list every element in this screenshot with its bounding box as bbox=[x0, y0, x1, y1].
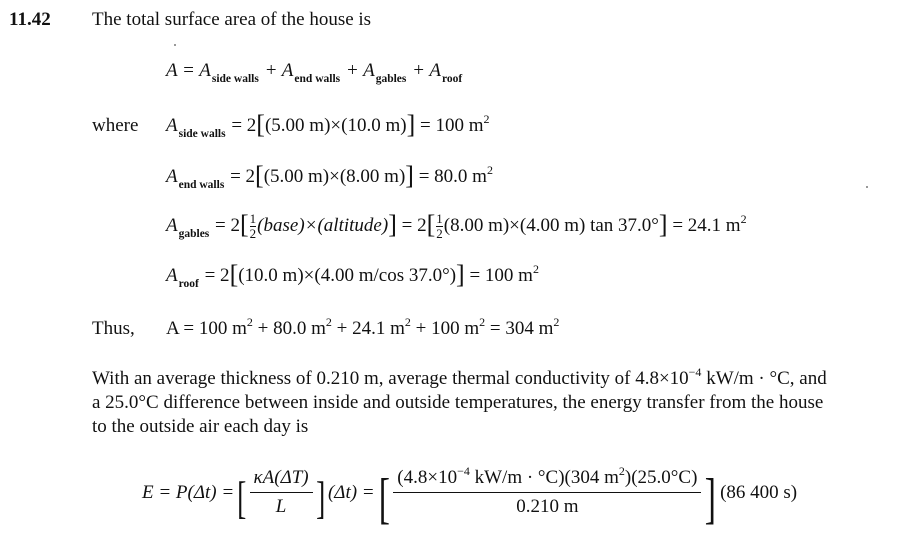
paragraph-line-3: to the outside air each day is bbox=[92, 416, 309, 437]
equation-roof: $A_{roof} = 2[(10.0$ m)×(4.00 m/cos 37.0°)] = 100 $m^2$ bbox=[166, 260, 539, 290]
scan-speck bbox=[866, 186, 868, 188]
equation-side-walls: $A_{side walls} = 2[(5.00$ m)×(10.0 m)] = 100 $m^2$ bbox=[166, 110, 490, 140]
paragraph-line-1: With an average thickness of 0.210 m, average thermal conductivity of $4.8\times 10^{-4}$ kW/m · °C, and bbox=[92, 364, 827, 389]
thus-label: Thus, bbox=[92, 318, 135, 339]
scan-speck bbox=[174, 44, 176, 46]
energy-value-fraction: ($4.8\times 10^{-4}$ kW/m · °C)(304 $m^2)(25.0^\circ C)$ 0.210 m bbox=[393, 467, 701, 518]
half-fraction: $\frac{1}{2}$ bbox=[436, 211, 443, 241]
equation-total-area: $A = A_{side walls} + A_{end walls} + A_{gables} + A_{roof}$ bbox=[166, 60, 463, 85]
intro-text: The total surface area of the house is bbox=[92, 9, 372, 30]
problem-number: 11.42 bbox=[9, 9, 51, 30]
energy-conduction-fraction: κA(ΔT) L bbox=[250, 467, 313, 518]
paragraph-line-2: a 25.0°C difference between inside and outside temperatures, the energy transfer from the house bbox=[92, 392, 824, 413]
equation-end-walls: $A_{end walls} = 2[(5.00$ m)×(8.00 m)] = 80.0 $m^2$ bbox=[166, 161, 493, 191]
equation-gables: $A_{gables} = 2$[ $\frac{1}{2}$ (base)×(altitude)] = 2[ $\frac{1}{2}$ (8.00 m)×(4.00 m) tan 37.0°] = 24.1 $m^2$ bbox=[166, 209, 747, 241]
where-label: where bbox=[92, 115, 139, 136]
equation-total-sum: A = 100 $m^2 + 80.0$ $m^2 + 24.1$ $m^2 + 100$ $m^2 = 304$ $m^2$ bbox=[166, 314, 560, 339]
half-fraction: $\frac{1}{2}$ bbox=[249, 211, 257, 241]
equation-energy: E = P(Δt) = [ κA(ΔT) L ] (Δt) = [ ($4.8\times 10^{-4}$ kW/m · °C)(304 $m^2)(25.0^\circ C)$ 0.210 m ] (86 400 s) bbox=[142, 463, 798, 530]
